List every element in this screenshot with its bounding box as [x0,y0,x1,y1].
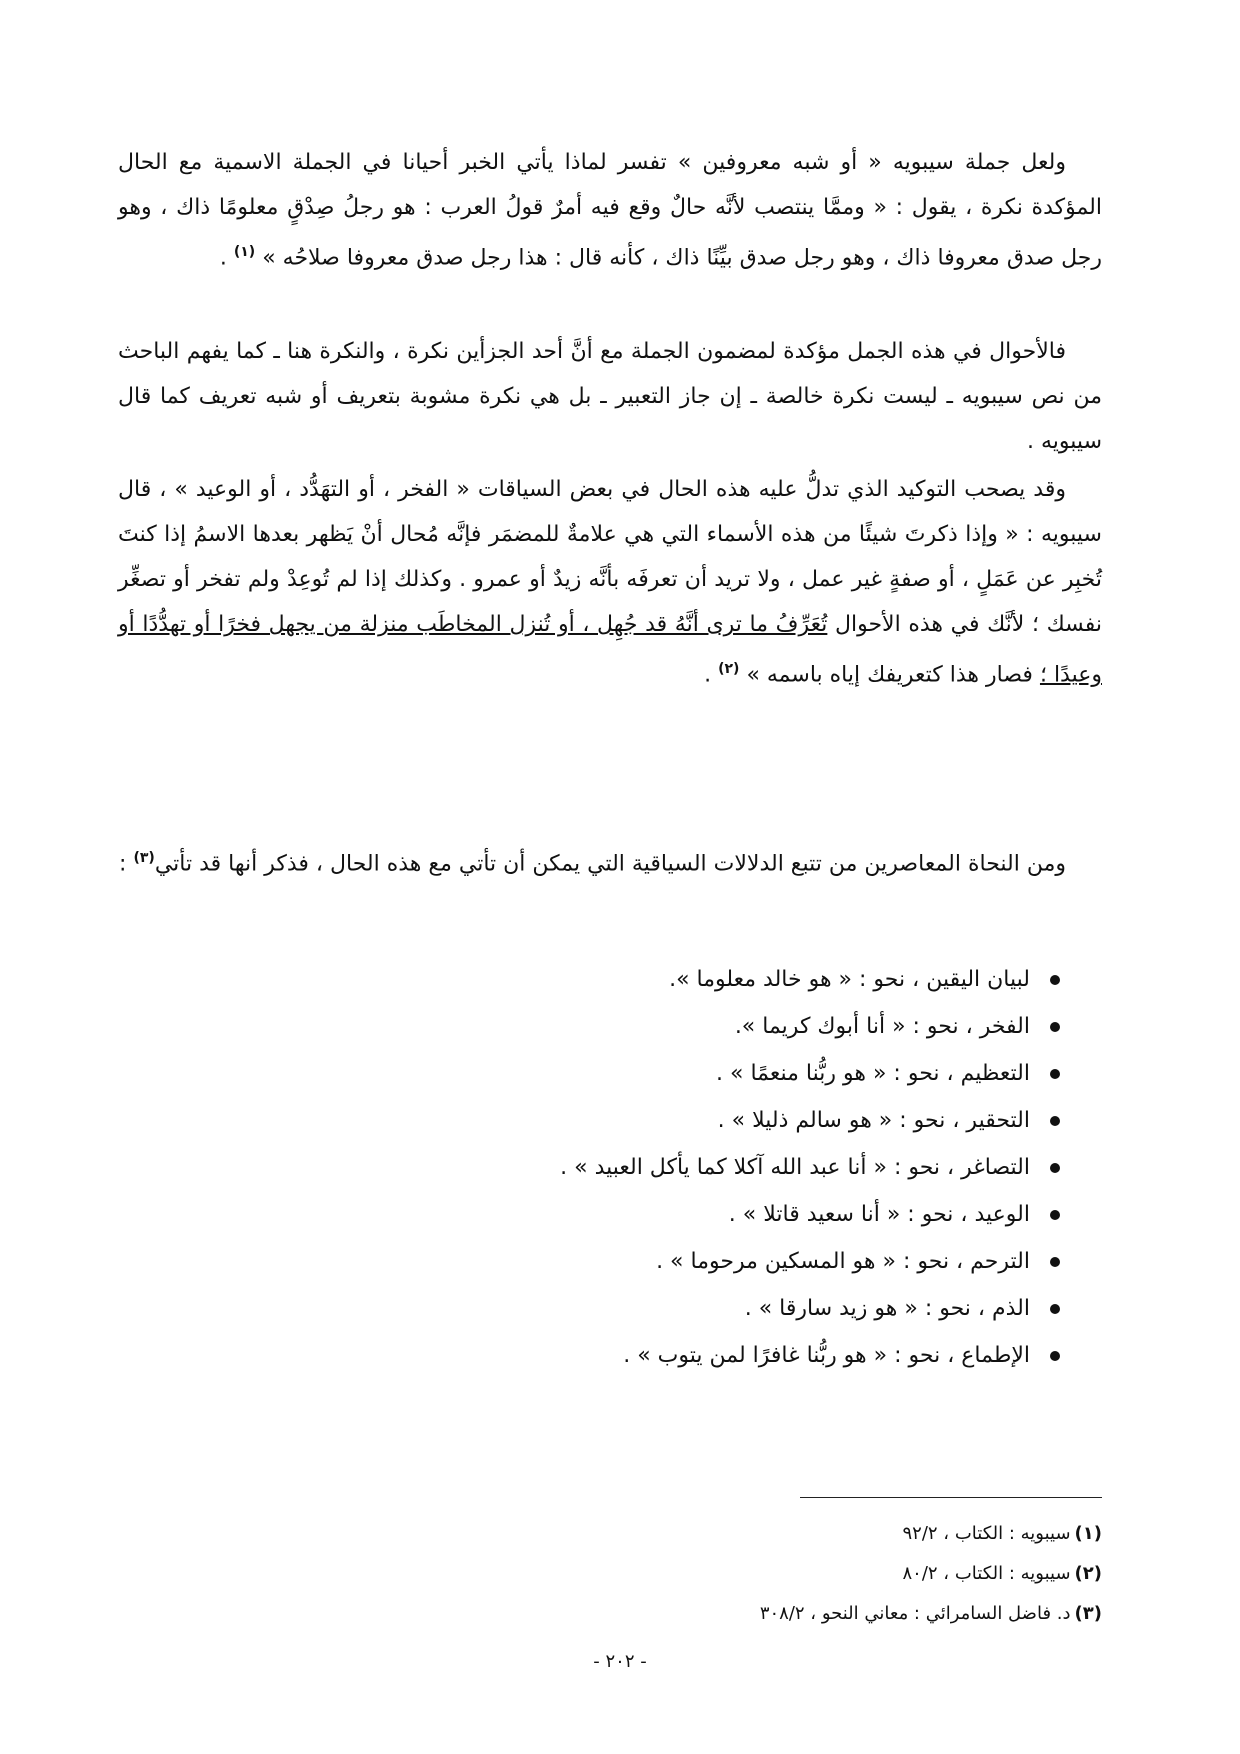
list-item-text: الوعيد ، نحو : « أنا سعيد قاتلا » . [728,1202,1030,1227]
bullet-icon [1050,1022,1060,1032]
paragraph-3-text-after: فصار هذا كتعريفك إياه باسمه » [746,662,1033,688]
paragraph-1-end: . [219,245,227,271]
paragraph-4-text: ومن النحاة المعاصرين من تتبع الدلالات السياقية التي يمكن أن تأتي مع هذه الحال ، فذكر أنها قد تأتي [154,851,1066,877]
bullet-icon [1050,1304,1060,1314]
paragraph-2 [118,329,1102,464]
list-item [560,1285,1060,1332]
bullet-icon [1050,1257,1060,1267]
paragraph-2-text: فالأحوال في هذه الجمل مؤكدة لمضمون الجملة مع أنَّ أحد الجزأين نكرة ، والنكرة هنا ـ كما يفهم الباحث من نص سيبويه ـ ليست نكرة خالصة ـ إن جاز التعبير ـ بل هي نكرة مشوبة بتعريف أو شبه تعريف كما قال سيبويه . [118,339,1102,454]
list-item-text: الترحم ، نحو : « هو المسكين مرحوما » . [656,1249,1030,1274]
bullet-icon [1050,1116,1060,1126]
footnote-text: سيبويه : الكتاب ، ٩٢/٢ [902,1523,1071,1544]
bullet-icon [1050,1210,1060,1220]
paragraph-4 [118,836,1102,886]
page-number: - ٢٠٢ - [593,1651,647,1672]
bullet-icon [1050,1069,1060,1079]
footnote-number: (٢) [1074,1563,1102,1584]
footnote-item [760,1554,1102,1594]
footnote-text: سيبويه : الكتاب ، ٨٠/٢ [902,1563,1071,1584]
list-item [560,1332,1060,1379]
list-item [560,1191,1060,1238]
footnote-number: (٣) [1074,1603,1102,1624]
footnote-item [760,1514,1102,1554]
list-item-text: التصاغر ، نحو : « أنا عبد الله آكلا كما يأكل العبيد » . [560,1155,1030,1180]
footnote-item [760,1594,1102,1634]
list-item [560,1238,1060,1285]
paragraph-1 [118,140,1102,280]
footnote-ref-1[interactable]: (١) [233,244,256,260]
paragraph-3-underlined: تُعَرِّفُ ما ترى أنَّهُ قد جُهِل ، أو تُنزل المخاطَب منزلة من يجهل فخرًا أو تهدُّدًا أو وعيدًا ؛ [118,612,1102,688]
paragraph-1-text: ولعل جملة سيبويه « أو شبه معروفين » تفسر لماذا يأتي الخبر أحيانا في الجملة الاسمية مع الحال المؤكدة نكرة ، يقول : « وممَّا ينتصب لأنَّه حالٌ وقع فيه أمرٌ قولُ العرب : هو رجلُ صِدْقٍ معلومًا ذاك ، وهو رجل صدق معروفا ذاك ، وهو رجل صدق بيِّنًا ذاك ، كأنه قال : هذا رجل صدق معروفا صلاحُه » [118,150,1102,271]
footnote-divider [800,1497,1102,1498]
paragraph-3-end: . [704,662,712,688]
bullet-icon [1050,1351,1060,1361]
list-item-text: الذم ، نحو : « هو زيد سارقا » . [744,1296,1030,1321]
list-item-text: لبيان اليقين ، نحو : « هو خالد معلوما ». [669,967,1030,992]
list-item [560,1144,1060,1191]
list-item-text: الفخر ، نحو : « أنا أبوك كريما ». [734,1014,1030,1039]
list-item-text: التحقير ، نحو : « هو سالم ذليلا » . [717,1108,1030,1133]
list-item [560,1050,1060,1097]
paragraph-3-text: وقد يصحب التوكيد الذي تدلُّ عليه هذه الحال في بعض السياقات « الفخر ، أو التهَدُّد ، أو الوعيد » ، قال سيبويه : « وإذا ذكرتَ شيئًا من هذه الأسماء التي هي علامةٌ للمضمَر فإنَّه مُحال أنْ يَظهر بعدها الاسمُ إذا كنتَ تُخبِر عن عَمَلٍ ، أو صفةٍ غير عمل ، ولا تريد أن تعرفَه بأنَّه زيدٌ أو عمرو . وكذلك إذا لم تُوعِدْ ولم تفخر أو تصغِّر نفسك ؛ لأنَّك في هذه الأحوال [118,477,1103,637]
list-item [560,956,1060,1003]
footnotes [760,1514,1102,1634]
paragraph-3 [118,467,1102,697]
footnote-number: (١) [1074,1523,1102,1544]
list-item-text: الإطماع ، نحو : « هو ربُّنا غافرًا لمن يتوب » . [623,1343,1030,1368]
footnote-ref-3[interactable]: (٣) [133,850,155,866]
list-item [560,1003,1060,1050]
bullet-list [560,956,1060,1379]
list-item [560,1097,1060,1144]
paragraph-4-end: : [119,851,127,877]
bullet-icon [1050,975,1060,985]
list-item-text: التعظيم ، نحو : « هو ربُّنا منعمًا » . [716,1061,1030,1086]
footnote-text: د. فاضل السامرائي : معاني النحو ، ٣٠٨/٢ [759,1603,1071,1624]
bullet-icon [1050,1163,1060,1173]
footnote-ref-2[interactable]: (٢) [718,661,740,677]
